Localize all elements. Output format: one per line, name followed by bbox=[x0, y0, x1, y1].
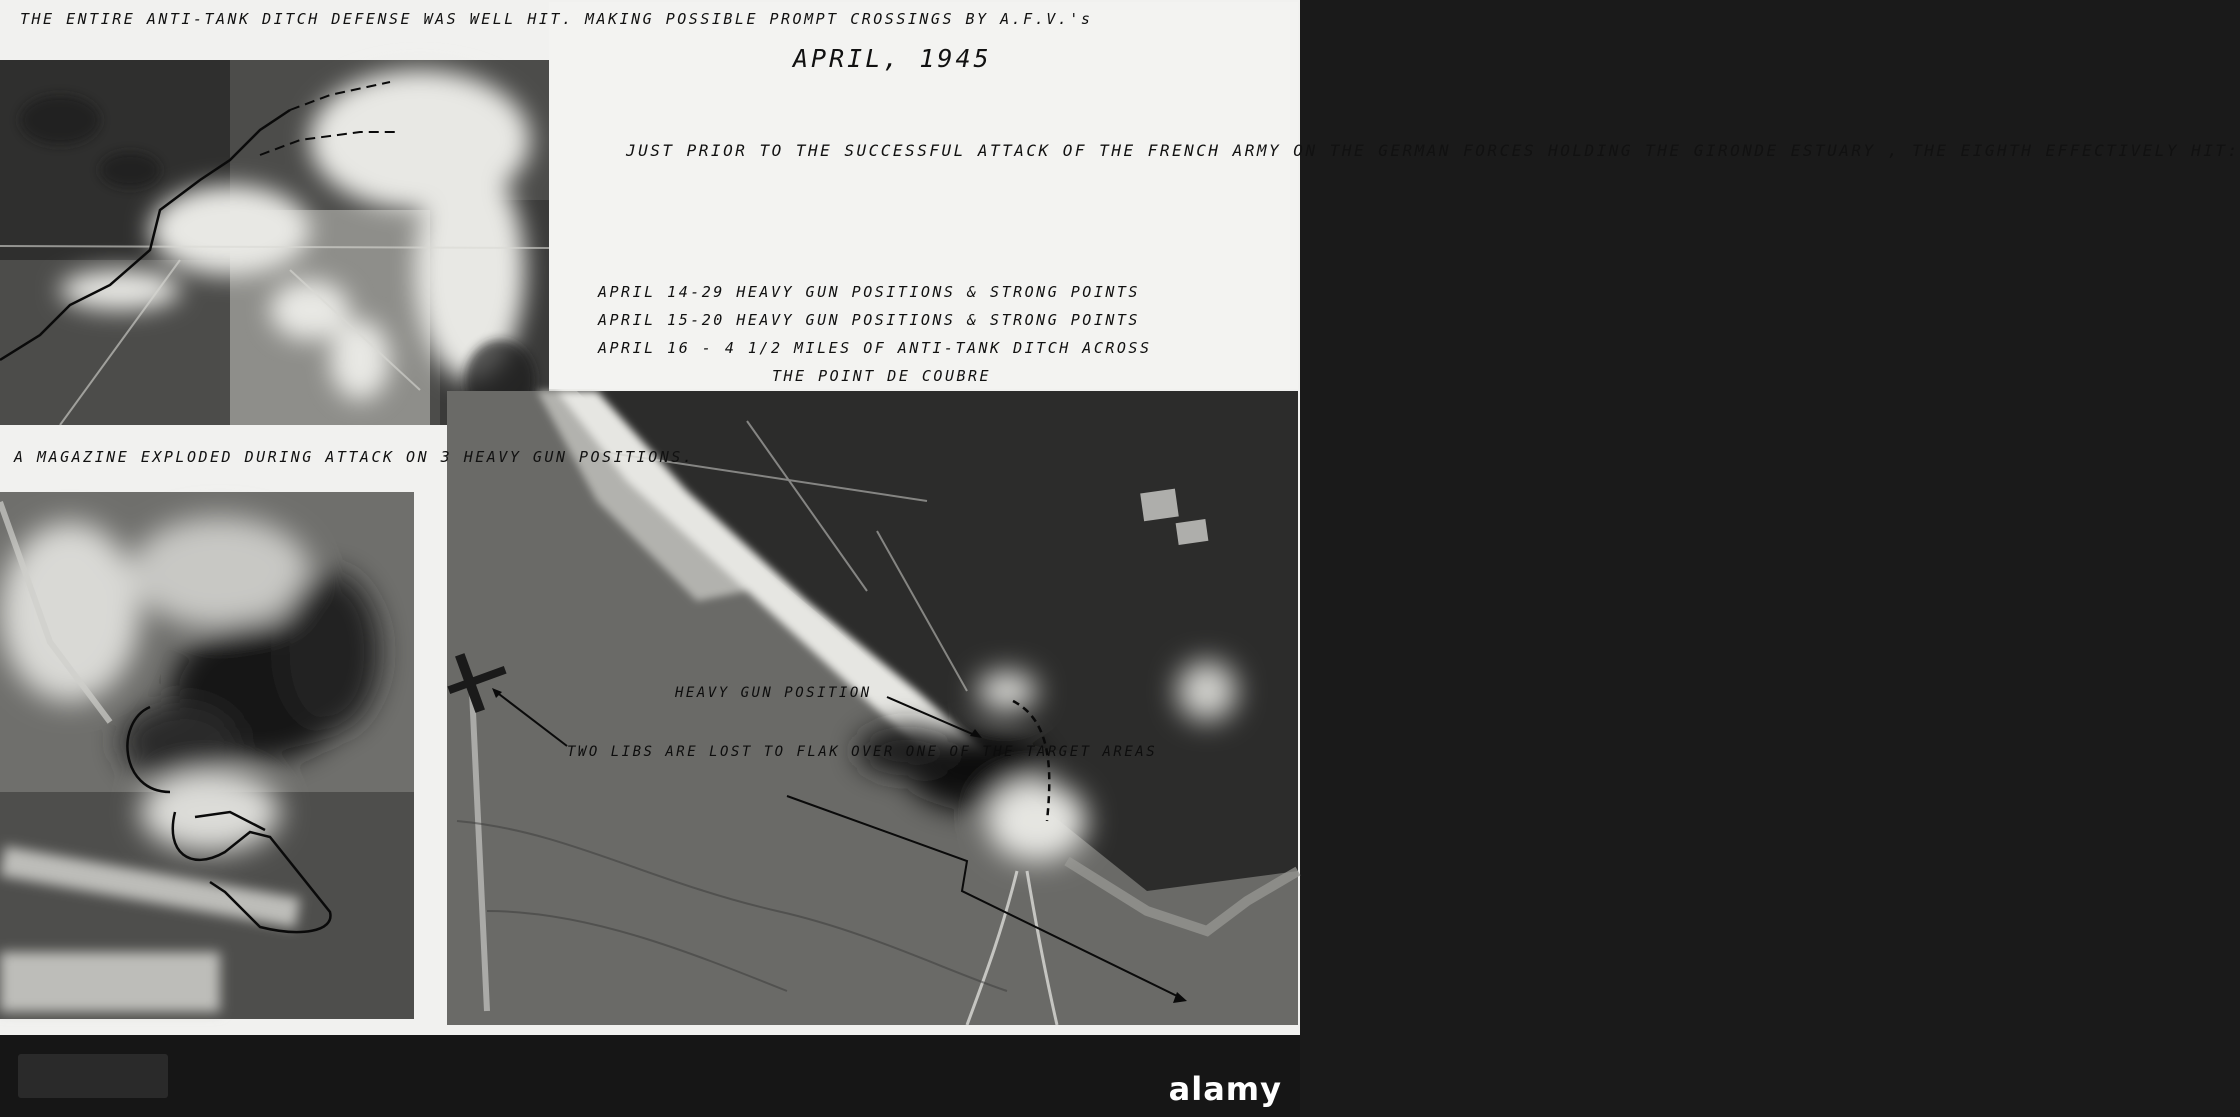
aerial-photo-anti-tank-ditch bbox=[0, 60, 549, 425]
note-entry: APRIL 14-29 HEAVY GUN POSITIONS & STRONG POINTS bbox=[598, 283, 1140, 301]
note-entries bbox=[598, 278, 1151, 390]
aerial-photo-point-de-coubre bbox=[447, 391, 1298, 1025]
watermark-logo bbox=[18, 1054, 168, 1098]
watermark-text: alamy bbox=[1168, 1070, 1282, 1108]
aerial-photo-magazine-explosion bbox=[0, 492, 414, 1019]
watermark-bar bbox=[0, 1035, 1300, 1117]
label-heavy-gun-position: HEAVY GUN POSITION bbox=[675, 685, 872, 701]
caption-magazine-exploded: A MAGAZINE EXPLODED DURING ATTACK ON 3 HEAVY GUN POSITIONS. bbox=[14, 448, 695, 466]
caption-anti-tank-ditch: THE ENTIRE ANTI-TANK DITCH DEFENSE WAS WELL HIT. MAKING POSSIBLE PROMPT CROSSINGS BY A.F.V.'s bbox=[20, 10, 1093, 28]
note-date: APRIL, 1945 bbox=[793, 44, 992, 73]
label-libs-lost: TWO LIBS ARE LOST TO FLAK OVER ONE OF THE TARGET AREAS bbox=[567, 744, 1158, 760]
note-entry: APRIL 16 - 4 1/2 MILES OF ANTI-TANK DITCH ACROSS bbox=[598, 339, 1152, 357]
note-summary: JUST PRIOR TO THE SUCCESSFUL ATTACK OF THE FRENCH ARMY ON THE GERMAN FORCES HOLDING THE GIRONDE ESTUARY , THE EIGHTH EFFECTIVELY HIT: bbox=[626, 141, 2240, 160]
note-entry: APRIL 15-20 HEAVY GUN POSITIONS & STRONG POINTS bbox=[598, 311, 1140, 329]
note-entry: THE POINT DE COUBRE bbox=[772, 367, 992, 385]
